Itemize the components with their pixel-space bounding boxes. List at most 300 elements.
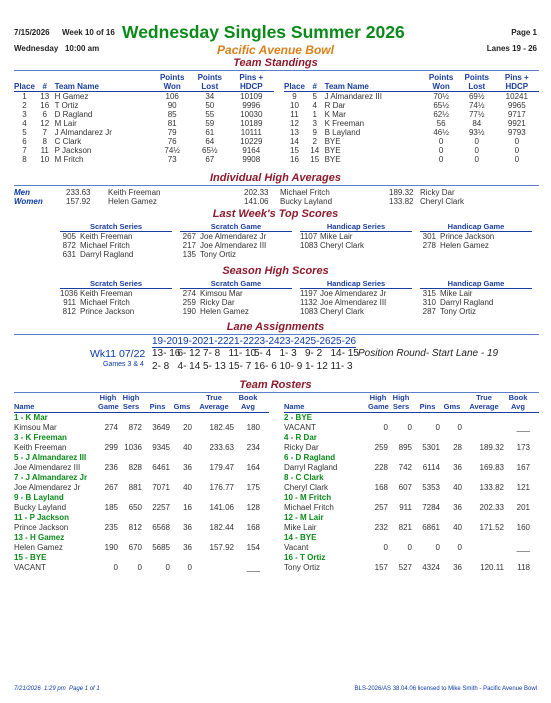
score-value: 1107	[300, 232, 318, 241]
roster-stat: 257	[374, 503, 388, 512]
score-row	[180, 307, 292, 316]
bowler-name: Kimsou Mar	[200, 289, 243, 298]
high-averages-title: Individual High Averages	[209, 172, 341, 184]
score-column	[420, 222, 532, 250]
roster-header	[14, 392, 269, 412]
bowler-name: Kimsou Mar	[14, 423, 57, 432]
bowler-name: Darryl Ragland	[80, 250, 134, 259]
score-row	[420, 241, 532, 250]
roster-stat: 169.83	[479, 463, 504, 472]
team-heading: 7 - J Almandarez Jr	[14, 473, 88, 482]
column-header: High	[99, 393, 117, 402]
roster-stat: 164	[246, 463, 260, 472]
column-header: Avg	[241, 402, 255, 411]
roster-stat: 133.82	[479, 483, 504, 492]
roster-stat: 232	[374, 523, 388, 532]
lane-pair-header: 23-24	[279, 336, 306, 347]
score-row	[180, 298, 292, 307]
team-heading: 13 - H Gamez	[14, 533, 65, 542]
column-header: Avg	[511, 402, 525, 411]
roster-stat: 6568	[152, 523, 170, 532]
lane-matchup: 15- 7	[228, 361, 252, 372]
roster-stat: 182.45	[209, 423, 234, 432]
score-row	[60, 241, 172, 250]
team-heading: 11 - P Jackson	[14, 513, 69, 522]
score-value: 1036	[60, 289, 78, 298]
bowler-name: Keith Freeman	[108, 188, 161, 197]
standings-row: 1 13 H Gamez 106 34 10109	[22, 92, 263, 101]
column-header: Sers	[122, 402, 140, 411]
roster-stat: 201	[516, 503, 530, 512]
score-column-header: Handicap Game	[420, 279, 532, 289]
bowler-name: Michael Fritch	[80, 241, 130, 250]
roster-stat: 235	[104, 523, 118, 532]
lane-pair-header: 19-20	[152, 336, 178, 347]
column-header: Name	[284, 402, 305, 411]
roster-stat: 0	[383, 423, 388, 432]
bowler-name: Cheryl Clark	[284, 483, 329, 492]
roster-row	[284, 483, 539, 493]
roster-stat: 267	[104, 483, 118, 492]
column-header: Book	[238, 393, 258, 402]
roster-stat: 4324	[422, 563, 440, 572]
score-row	[180, 232, 292, 241]
team-heading: 16 - T Ortiz	[284, 553, 326, 562]
lane-pair-header: 25-26	[305, 336, 331, 347]
roster-stat: 202.33	[479, 503, 504, 512]
gender-label: Men	[14, 188, 30, 197]
column-header: High	[392, 393, 410, 402]
roster-row	[284, 423, 539, 433]
score-row	[300, 241, 412, 250]
score-row	[420, 289, 532, 298]
roster-stat: 3649	[152, 423, 170, 432]
column-header: Game	[98, 402, 119, 411]
roster-stat: 0	[383, 543, 388, 552]
bowler-name: Mike Lair	[320, 232, 353, 241]
standings-row: 15 14 BYE 0 0 0	[290, 146, 520, 155]
roster-stat: 881	[128, 483, 142, 492]
roster-row	[14, 563, 269, 573]
rosters-left	[14, 392, 269, 573]
lane-assignments-title: Lane Assignments	[226, 321, 325, 333]
score-column-header: Handicap Game	[420, 222, 532, 232]
team-heading: 15 - BYE	[14, 553, 47, 562]
bowler-name: Michael Fritch	[80, 298, 130, 307]
roster-stat: 821	[398, 523, 412, 532]
standings-row: 16 15 BYE 0 0 0	[290, 155, 520, 164]
roster-stat: 185	[104, 503, 118, 512]
score-row	[60, 298, 172, 307]
roster-stat: 911	[399, 503, 412, 512]
high-average-row	[14, 197, 539, 206]
column-header: True	[476, 393, 492, 402]
roster-stat: 6114	[422, 463, 440, 472]
score-value: 287	[422, 307, 436, 316]
lane-matchup: 5- 13	[203, 361, 226, 372]
standings-row: 12 3 K Freeman 56 84 9921	[290, 119, 526, 128]
roster-stat: 607	[398, 483, 412, 492]
roster-stat: 670	[128, 543, 142, 552]
score-value: 310	[422, 298, 436, 307]
roster-stat: 40	[453, 523, 462, 532]
roster-stat: 0	[435, 543, 440, 552]
roster-stat: 167	[516, 463, 530, 472]
roster-stat: 176.77	[209, 483, 234, 492]
score-value: 315	[422, 289, 436, 298]
bowler-name: Vacant	[284, 543, 309, 552]
column-header: Name	[14, 402, 35, 411]
roster-stat: 168	[374, 483, 388, 492]
average-value: 233.63	[66, 188, 91, 197]
score-column	[180, 279, 292, 316]
standings-table-right: Points Points Pins + Place # Team Name Won Lost HDCP 9 5 J Almandarez III 70½ 69½ 10241 10 4 R Dar 65½ 74½ 9965 11 1 K Mar 62½ 77½ 9717 12 3 K Freeman 56 84 9921 13 9 B Layland 46½ 93½ 9793 14 2 BYE 0 0 0 15 14 BYE 0 0 0 16 15 BYE 0 0 0	[284, 73, 539, 164]
lane-matchup: 14- 15	[330, 348, 359, 359]
roster-stat: 36	[183, 543, 192, 552]
score-row	[300, 289, 412, 298]
roster-row	[14, 543, 269, 553]
lane-pair-header: 19-20	[177, 336, 204, 347]
bowler-name: Darryl Ragland	[440, 298, 494, 307]
team-heading: 9 - B Layland	[14, 493, 64, 502]
roster-stat: 2257	[152, 503, 170, 512]
roster-stat: 190	[104, 543, 118, 552]
roster-stat: 812	[128, 523, 142, 532]
column-header: Book	[508, 393, 528, 402]
score-row	[420, 232, 532, 241]
bowler-name: Michael Fritch	[284, 503, 334, 512]
venue-name: Pacific Avenue Bowl	[217, 43, 334, 57]
roster-stat: 171.52	[479, 523, 504, 532]
standings-row: 13 9 B Layland 46½ 93½ 9793	[290, 128, 526, 137]
rosters-right	[284, 392, 539, 573]
roster-stat: 36	[453, 463, 462, 472]
lane-matchup: 9- 2	[305, 348, 323, 359]
column-header: Pins	[149, 402, 166, 411]
rosters-title: Team Rosters	[239, 379, 312, 391]
score-row	[420, 298, 532, 307]
standings-row: 2 16 T Ortiz 90 50 9996	[22, 101, 261, 110]
roster-stat: 182.44	[209, 523, 234, 532]
team-heading: 12 - M Lair	[284, 513, 324, 522]
average-value: 133.82	[389, 197, 414, 206]
roster-row	[14, 423, 269, 433]
score-value: 1083	[300, 307, 318, 316]
bowler-name: Joe Almendarez III	[14, 463, 81, 472]
team-heading: 10 - M Fritch	[284, 493, 332, 502]
score-row	[180, 241, 292, 250]
bowler-name: Keith Freeman	[14, 443, 67, 452]
roster-stat: 299	[104, 443, 118, 452]
roster-stat: 121	[516, 483, 530, 492]
score-value: 1197	[300, 289, 318, 298]
league-day-time: Wednesday 10:00 am	[14, 44, 100, 53]
lane-matchup: 1- 12	[305, 361, 328, 372]
average-value: 202.33	[244, 188, 269, 197]
roster-stat: 742	[398, 463, 412, 472]
lane-matchup: 11- 3	[330, 361, 353, 372]
average-value: 141.06	[244, 197, 269, 206]
bowler-name: VACANT	[284, 423, 316, 432]
score-column	[60, 222, 172, 259]
lane-matchup: 4- 14	[177, 361, 201, 372]
roster-stat: 179.47	[209, 463, 234, 472]
roster-row	[14, 503, 269, 513]
roster-stat: 0	[407, 543, 412, 552]
roster-stat: 36	[183, 463, 192, 472]
lane-matchup: 11- 10	[228, 348, 257, 359]
roster-stat: 180	[246, 423, 260, 432]
team-heading: 6 - D Ragland	[284, 453, 336, 462]
lane-pair-header: 21-22	[228, 336, 255, 347]
bowler-name: Helen Gamez	[440, 241, 489, 250]
roster-row	[284, 543, 539, 553]
score-row	[420, 307, 532, 316]
roster-stat: 189.32	[479, 443, 504, 452]
page-number: Page 1	[511, 28, 537, 37]
lane-assignments-grid	[0, 336, 551, 376]
roster-stat: 40	[453, 483, 462, 492]
team-heading: 3 - K Freeman	[14, 433, 67, 442]
score-row	[60, 250, 172, 259]
standings-row: 14 2 BYE 0 0 0	[290, 137, 520, 146]
bowler-name: Ricky Dar	[420, 188, 455, 197]
roster-stat: 168	[246, 523, 260, 532]
score-value: 1132	[300, 298, 318, 307]
roster-stat: 233.63	[209, 443, 234, 452]
roster-row	[14, 483, 269, 493]
position-round-note: Position Round- Start Lane - 19	[358, 348, 499, 359]
roster-stat: 527	[398, 563, 412, 572]
standings-row: 10 4 R Dar 65½ 74½ 9965	[290, 101, 526, 110]
bowler-name: Joe Almendarez Jr	[14, 483, 81, 492]
lane-matchup: 13- 16	[152, 348, 181, 359]
standings-row: 8 10 M Fritch 73 67 9908	[22, 155, 261, 164]
score-column	[420, 279, 532, 316]
bowler-name: Bucky Layland	[280, 197, 333, 206]
roster-stat: 16	[183, 503, 192, 512]
roster-row	[14, 463, 269, 473]
bowler-name: Mike Lair	[284, 523, 317, 532]
lane-matchup: 5- 4	[254, 348, 272, 359]
score-value: 259	[182, 298, 196, 307]
roster-stat: 0	[137, 563, 142, 572]
standings-row: 9 5 J Almandarez III 70½ 69½ 10241	[292, 92, 528, 101]
games-label: Games 3 & 4	[103, 361, 144, 368]
score-column-header: Handicap Series	[300, 222, 412, 232]
score-value: 872	[62, 241, 76, 250]
roster-row	[284, 523, 539, 533]
roster-stat: 120.11	[480, 563, 504, 572]
roster-stat: 157.92	[209, 543, 234, 552]
score-value: 267	[182, 232, 196, 241]
roster-stat: 36	[453, 563, 462, 572]
score-value: 278	[422, 241, 436, 250]
report-date: 7/15/2026	[14, 28, 50, 37]
lane-matchup: 16- 6	[254, 361, 277, 372]
roster-stat: 40	[183, 483, 192, 492]
score-row	[60, 232, 172, 241]
score-row	[300, 298, 412, 307]
roster-stat: 6861	[422, 523, 440, 532]
score-column-header: Scratch Series	[60, 279, 172, 289]
score-column-header: Scratch Series	[60, 222, 172, 232]
score-row	[180, 289, 292, 298]
bowler-name: Cheryl Clark	[320, 307, 365, 316]
column-header: Gms	[173, 402, 191, 411]
roster-row	[284, 503, 539, 513]
section-divider	[14, 334, 539, 335]
bowler-name: Tony Ortiz	[440, 307, 477, 316]
lane-matchup: 7- 8	[203, 348, 221, 359]
week-number: Wk11	[90, 348, 117, 360]
bowler-name: Helen Gamez	[14, 543, 63, 552]
roster-row	[14, 443, 269, 453]
score-value: 190	[182, 307, 196, 316]
bowler-name: Tony Ortiz	[284, 563, 321, 572]
roster-stat: ___	[516, 543, 530, 552]
bowler-name: Ricky Dar	[284, 443, 319, 452]
roster-stat: 7071	[152, 483, 170, 492]
roster-stat: 40	[183, 443, 192, 452]
last-week-title: Last Week's Top Scores	[212, 208, 339, 220]
footer-license: BLS-2026/AS 38.04.06 licensed to Mike Smith - Pacific Avenue Bowl	[354, 686, 537, 692]
score-column	[60, 279, 172, 316]
standings-row: 3 6 D Ragland 85 55 10030	[22, 110, 263, 119]
bowler-name: Keith Freeman	[80, 289, 133, 298]
score-column-header: Scratch Game	[180, 222, 292, 232]
roster-row	[284, 563, 539, 573]
score-column-header: Handicap Series	[300, 279, 412, 289]
team-heading: 14 - BYE	[284, 533, 317, 542]
score-column	[300, 222, 412, 250]
column-header: Gms	[443, 402, 461, 411]
bowler-name: Darryl Ragland	[284, 463, 338, 472]
bowler-name: Tony Ortiz	[200, 250, 237, 259]
roster-stat: 0	[187, 563, 192, 572]
gender-label: Women	[14, 197, 43, 206]
roster-stat: 9345	[152, 443, 170, 452]
team-heading: 2 - BYE	[284, 413, 313, 422]
lane-matchup: 6- 12	[177, 348, 201, 359]
roster-stat: 872	[128, 423, 142, 432]
team-heading: 1 - K Mar	[14, 413, 48, 422]
column-header: True	[206, 393, 222, 402]
roster-stat: 0	[435, 423, 440, 432]
column-header: Game	[368, 402, 389, 411]
bowler-name: Cheryl Clark	[320, 241, 365, 250]
score-value: 905	[62, 232, 76, 241]
high-average-row	[14, 188, 539, 197]
lane-pair-header: 23-24	[254, 336, 280, 347]
roster-stat: 5685	[152, 543, 170, 552]
roster-stat: 5353	[422, 483, 440, 492]
section-divider	[14, 70, 539, 71]
standings-row: 11 1 K Mar 62½ 77½ 9717	[290, 110, 526, 119]
bowler-name: Cheryl Clark	[420, 197, 465, 206]
roster-stat: 36	[453, 503, 462, 512]
roster-stat: 228	[374, 463, 388, 472]
roster-stat: 128	[246, 503, 260, 512]
bowler-name: VACANT	[14, 563, 46, 572]
score-value: 1083	[300, 241, 318, 250]
bowler-name: Prince Jackson	[14, 523, 69, 532]
roster-stat: 36	[183, 523, 192, 532]
bowler-name: Prince Jackson	[440, 232, 495, 241]
column-header: Pins	[419, 402, 436, 411]
score-column-header: Scratch Game	[180, 279, 292, 289]
roster-stat: 141.06	[209, 503, 234, 512]
standings-table-left: Points Points Pins + Place # Team Name Won Lost HDCP 1 13 H Gamez 106 34 10109 2 16 T Ortiz 90 50 9996 3 6 D Ragland 85 55 10030 4 12 M Lair 81 59 10189 5 7 J Almandarez Jr 79 61 10111 6 8 C Clark 76 64 10229 7 11 P Jackson 74½ 65½ 9164 8 10 M Fritch 73 67 9908	[14, 73, 274, 164]
bowler-name: Joe Almendarez III	[200, 241, 267, 250]
bowler-name: Helen Gamez	[108, 197, 157, 206]
roster-stat: 234	[246, 443, 260, 452]
roster-stat: 236	[104, 463, 118, 472]
bowler-name: Helen Gamez	[200, 307, 249, 316]
bowler-name: Ricky Dar	[200, 298, 235, 307]
roster-stat: 28	[453, 443, 462, 452]
score-column	[180, 222, 292, 259]
roster-stat: 0	[113, 563, 118, 572]
score-value: 631	[62, 250, 76, 259]
roster-stat: 650	[128, 503, 142, 512]
team-heading: 8 - C Clark	[284, 473, 324, 482]
roster-row	[284, 443, 539, 453]
standings-row: 4 12 M Lair 81 59 10189	[22, 119, 263, 128]
roster-stat: 0	[457, 423, 462, 432]
bowler-name: Michael Fritch	[280, 188, 330, 197]
page-title: Wednesday Singles Summer 2026	[122, 22, 405, 42]
standings-row: 6 8 C Clark 76 64 10229	[22, 137, 263, 146]
roster-stat: 0	[165, 563, 170, 572]
roster-stat: 160	[516, 523, 530, 532]
roster-stat: 5301	[422, 443, 440, 452]
average-value: 157.92	[66, 197, 91, 206]
roster-row	[284, 463, 539, 473]
score-column	[300, 279, 412, 316]
score-row	[180, 250, 292, 259]
score-row	[300, 232, 412, 241]
bowler-name: Keith Freeman	[80, 232, 133, 241]
roster-stat: ___	[246, 563, 260, 572]
roster-stat: 20	[183, 423, 192, 432]
standings-row: 5 7 J Almandarez Jr 79 61 10111	[22, 128, 262, 137]
column-header: Average	[199, 402, 229, 411]
footer-timestamp: 7/21/2026 1:29 pm Page 1 of 1	[14, 686, 100, 692]
score-value: 274	[182, 289, 196, 298]
roster-stat: 0	[457, 543, 462, 552]
lane-matchup: 2- 8	[152, 361, 170, 372]
lane-pair-header: 21-22	[203, 336, 229, 347]
roster-stat: 118	[517, 563, 530, 572]
lane-pair-header: 25-26	[330, 336, 357, 347]
standings-row: 7 11 P Jackson 74½ 65½ 9164	[22, 146, 261, 155]
score-value: 135	[182, 250, 196, 259]
roster-stat: 6461	[152, 463, 170, 472]
section-divider	[14, 185, 539, 186]
lane-matchup: 1- 3	[279, 348, 297, 359]
roster-stat: 0	[407, 423, 412, 432]
column-header: High	[369, 393, 387, 402]
column-header: Average	[469, 402, 499, 411]
bowler-name: Joe Almendarez III	[320, 298, 387, 307]
average-value: 189.32	[389, 188, 414, 197]
score-value: 217	[182, 241, 196, 250]
bowler-name: Joe Almendarez Jr	[200, 232, 267, 241]
roster-stat: 175	[246, 483, 260, 492]
roster-stat: 274	[104, 423, 118, 432]
season-high-title: Season High Scores	[222, 265, 329, 277]
